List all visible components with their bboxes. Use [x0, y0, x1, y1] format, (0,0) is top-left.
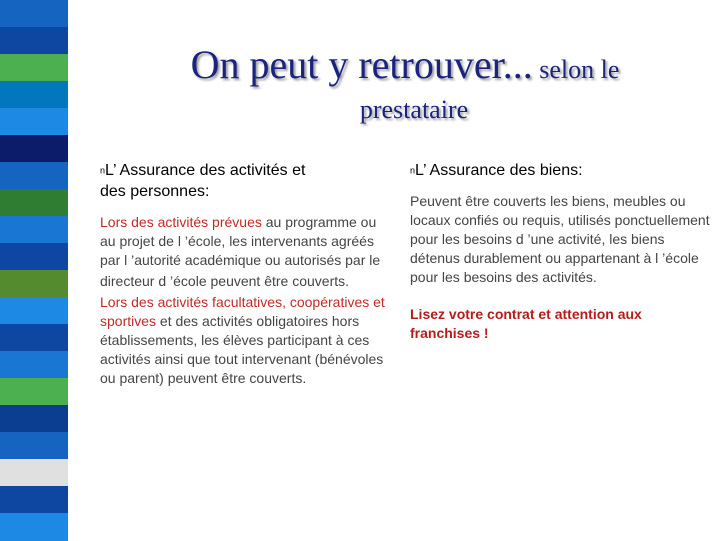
- left-column: [100, 160, 390, 388]
- left-heading-line2: des personnes:: [100, 183, 210, 201]
- right-heading: [410, 160, 710, 181]
- stripe-block: [0, 270, 68, 298]
- stripe-block: [0, 108, 68, 136]
- page-title-line2: [90, 92, 720, 128]
- left-heading: [100, 160, 390, 202]
- stripe-block: [0, 0, 68, 28]
- left-heading-line1: L’ Assurance des activités et: [105, 162, 306, 179]
- stripe-block: [0, 81, 68, 109]
- stripe-block: [0, 189, 68, 217]
- title-suffix: selon le: [532, 55, 620, 84]
- stripe-block: [0, 351, 68, 379]
- left-p2-highlight: Lors des activités facultatives, coopératives et sportives: [100, 294, 385, 330]
- stripe-block: [0, 324, 68, 352]
- stripe-block: [0, 162, 68, 190]
- left-paragraph-1: [100, 213, 390, 270]
- stripe-block: [0, 297, 68, 325]
- title-main: On peut y retrouver...: [190, 42, 533, 87]
- right-paragraph-2: Lisez votre contrat et attention aux franchises !: [410, 306, 642, 342]
- left-p1-highlight: Lors des activités prévues: [100, 214, 262, 231]
- right-column: [410, 160, 710, 343]
- page-title: [90, 40, 720, 90]
- stripe-block: [0, 54, 68, 82]
- title-line2: prestataire: [359, 95, 469, 124]
- right-heading-text: L’ Assurance des biens:: [415, 162, 583, 179]
- left-p1-text: au programme ou au projet de l ’école, les intervenants agréés par l ’autorité académique ou autorisés par le: [100, 214, 381, 269]
- bullet-icon: n: [410, 165, 416, 176]
- stripe-block: [0, 459, 68, 487]
- stripe-block: [0, 216, 68, 244]
- bullet-icon: n: [100, 165, 106, 176]
- stripe-block: [0, 486, 68, 514]
- stripe-block: [0, 378, 68, 406]
- left-p1-last-line: directeur d ’école peuvent être couverts.: [100, 273, 350, 290]
- stripe-block: [0, 513, 68, 541]
- left-p2-text: et des activités obligatoires hors établissements, les élèves participant à ces activités ainsi que tout intervenant (bénévoles ou parent) peuvent être couverts.: [100, 313, 384, 387]
- stripe-block: [0, 243, 68, 271]
- stripe-block: [0, 405, 68, 433]
- stripe-block: [0, 432, 68, 460]
- stripe-block: [0, 27, 68, 55]
- stripe-block: [0, 135, 68, 163]
- right-paragraph-1: Peuvent être couverts les biens, meubles ou locaux confiés ou requis, utilisés ponctuellement pour les besoins d ’une activité, les biens détenus durablement ou appartenant à l ’école pour les besoins des activités.: [410, 193, 710, 286]
- left-paragraph-2: [100, 293, 390, 388]
- decorative-stripe: [0, 0, 68, 540]
